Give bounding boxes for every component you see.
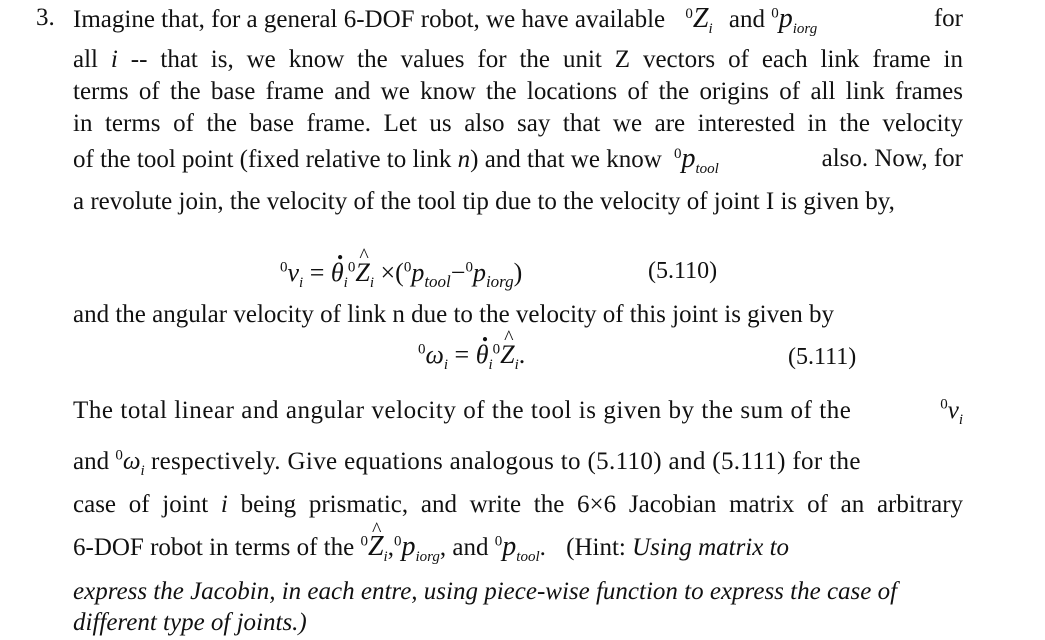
line5-text-a: of the tool point (fixed relative to link	[73, 146, 458, 173]
line2-text-b: -- that is, we know the values for the unit Z vectors of each link frame in	[117, 46, 963, 73]
sub-i: i	[708, 21, 713, 37]
line10-i: i	[220, 491, 228, 518]
line9-and: and	[73, 448, 110, 475]
line10-text-c: Jacobian matrix of an arbitrary	[628, 491, 964, 518]
line10-text-a: case of joint	[73, 491, 209, 518]
line11-and: and	[452, 534, 489, 561]
line8-text: The total linear and angular velocity of the tool is given by the sum of the	[73, 397, 852, 424]
omega-symbol: ω	[122, 448, 141, 475]
text-line-12: express the Jacobin, in each entre, using piece-wise function to express the case of	[73, 578, 898, 605]
line10-text-b: being prismatic, and write the	[240, 491, 565, 518]
line5-text-b: ) and that we know	[470, 146, 662, 173]
sub-i: i	[140, 463, 145, 479]
line1-and: and	[728, 6, 765, 33]
line5-text-c: also. Now, for	[821, 145, 963, 172]
sup-zero: 0	[115, 447, 123, 464]
text-line-6: a revolute join, the velocity of the tool tip due to the velocity of joint I is given by,	[73, 188, 895, 215]
text-line-1	[73, 4, 963, 35]
sup-zero: 0	[771, 5, 779, 22]
line1-for: for	[933, 5, 963, 32]
line2-i: i	[110, 46, 118, 73]
equation-5-110: $^0v_i$ = . $\theta_i^0\^{}$ $Z_i \times(^0p_{tool}-^0p_{iorg})$	[280, 258, 522, 297]
sub-tool: tool	[695, 161, 719, 177]
text-line-13: different type of joints.)	[73, 609, 307, 636]
hint-text: Using matrix to	[632, 534, 790, 561]
hint-label: (Hint:	[566, 534, 626, 561]
problem-number: 3.	[36, 4, 55, 31]
line5-n: n	[457, 146, 471, 173]
p-tool-symbol: p	[681, 143, 696, 174]
line11-text-a: 6-DOF robot in terms of the	[73, 534, 355, 561]
line9-text-b: respectively. Give equations analogous to (5.110) and (5.111) for the	[150, 448, 861, 475]
text-line-4: in terms of the base frame. Let us also say that we are interested in the velocity	[73, 110, 963, 137]
equation-label-5-111: (5.111)	[788, 344, 857, 370]
text-line-3: terms of the base frame and we know the locations of the origins of all link frames	[73, 78, 963, 105]
line10-dim: 6×6	[577, 491, 617, 518]
text-line-8	[73, 396, 963, 426]
z-symbol: Z	[692, 3, 709, 34]
text-line-7: and the angular velocity of link n due to the velocity of this joint is given by	[73, 301, 834, 328]
text-line-5	[73, 144, 963, 175]
sup-zero: 0	[685, 5, 693, 22]
text-line-10	[73, 490, 963, 520]
line1-text-a: Imagine that, for a general 6-DOF robot, we have available	[73, 6, 666, 33]
p-symbol: p	[778, 3, 793, 34]
line2-text-a: all	[73, 46, 111, 73]
equation-label-5-110: (5.110)	[648, 258, 718, 284]
z-hat-symbol: ^ Z	[368, 532, 384, 562]
equation-5-111: $^0\omega_i$ = . $\theta_i^0\^{}$ $Z_i$.	[418, 340, 525, 370]
text-line-2	[73, 45, 963, 75]
text-line-9	[73, 447, 963, 477]
v-i-symbol: $^0v_i$	[940, 396, 963, 428]
text-line-11: 6-DOF robot in terms of the $^0$^ $Z_i,^0p_{iorg}$, and $^0p_{tool}$. (Hint: Using matrix to	[73, 532, 963, 563]
sub-iorg: iorg	[792, 21, 818, 37]
sup-zero: 0	[674, 145, 682, 162]
